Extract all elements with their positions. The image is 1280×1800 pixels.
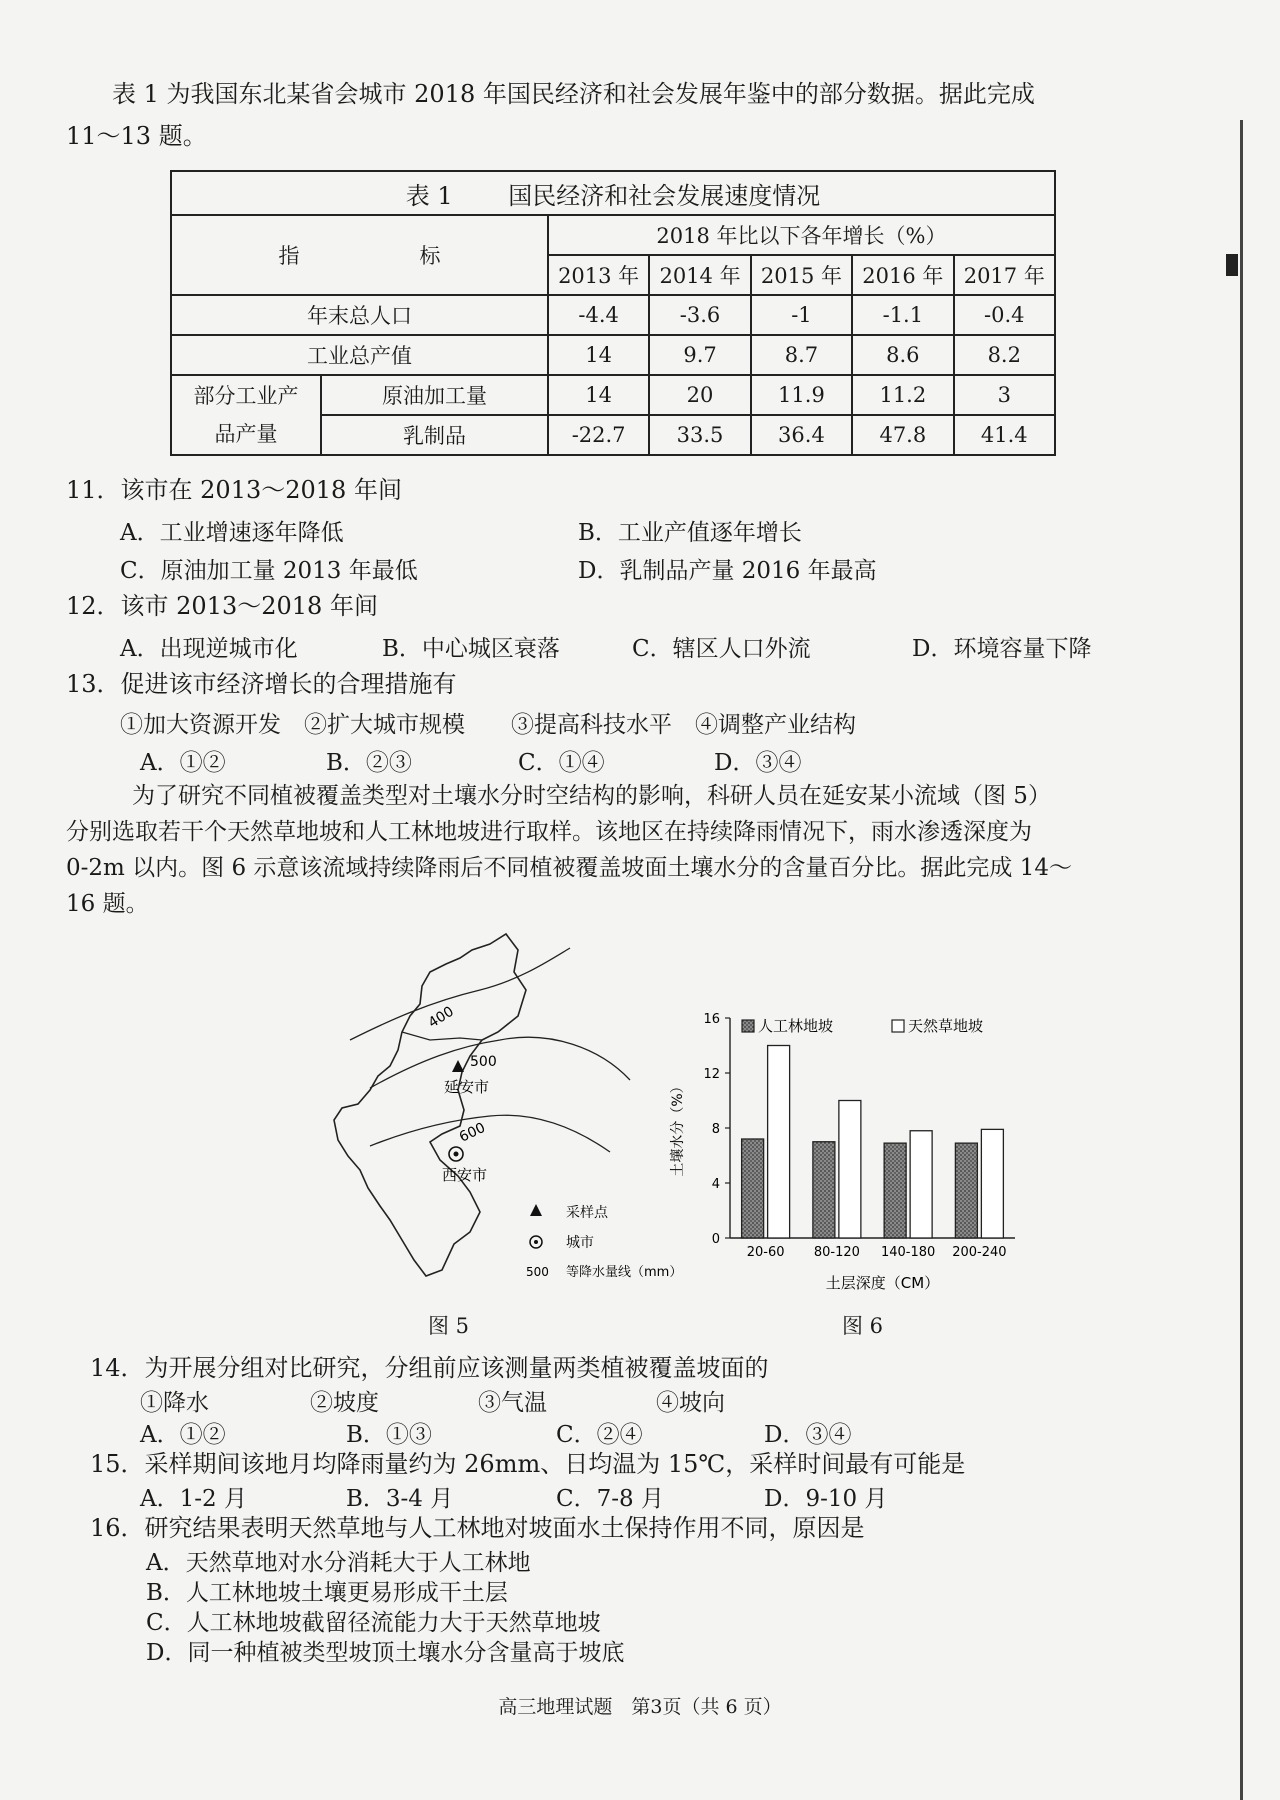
table-cell: -0.4: [954, 295, 1055, 335]
iso-label-600: 600: [456, 1119, 488, 1146]
year-header: 2016 年: [852, 255, 953, 295]
q14-option-d: D．③④: [764, 1422, 852, 1448]
sample-point-marker: [452, 1060, 464, 1072]
legend-iso-number: 500: [526, 1265, 549, 1279]
table-cell: -22.7: [548, 415, 649, 455]
q13-option-d: D．③④: [714, 750, 802, 776]
table-cell: 47.8: [852, 415, 953, 455]
table-cell: 36.4: [751, 415, 852, 455]
q15-option-d: D．9-10 月: [764, 1486, 888, 1512]
y-tick-label: 8: [711, 1122, 720, 1137]
q14-item-1: ①降水: [140, 1390, 209, 1416]
q13-option-b: B．②③: [326, 750, 412, 776]
x-tick-label: 200-240: [952, 1245, 1007, 1260]
table-cell: -1.1: [852, 295, 953, 335]
q13-option-c: C．①④: [518, 750, 605, 776]
table-header-indicator: [171, 215, 548, 295]
legend-label: 人工林地坡: [758, 1017, 834, 1035]
figure6-caption: 图 6: [842, 1314, 884, 1338]
isohyet-500: [370, 1037, 630, 1088]
q12-option-a: A．出现逆城市化: [120, 636, 298, 662]
table-cell: 14: [548, 375, 649, 415]
row-label: 原油加工量: [321, 375, 548, 415]
q13-items: ①加大资源开发 ②扩大城市规模 ③提高科技水平 ④调整产业结构: [120, 712, 856, 738]
bar-grassland: [839, 1101, 861, 1239]
table-title: 表 1 国民经济和社会发展速度情况: [171, 171, 1055, 215]
table-cell: -3.6: [649, 295, 750, 335]
bar-grassland: [768, 1046, 790, 1239]
q11-option-c: C．原油加工量 2013 年最低: [120, 558, 418, 584]
year-header: 2015 年: [751, 255, 852, 295]
row-label: 工业总产值: [171, 335, 548, 375]
table-1: [170, 170, 1056, 456]
table-row: [171, 335, 1055, 375]
q12-stem: 12．该市 2013～2018 年间: [66, 592, 378, 620]
table-cell: 14: [548, 335, 649, 375]
y-tick-label: 12: [703, 1067, 720, 1082]
q12-option-b: B．中心城区衰落: [382, 636, 560, 662]
table-row: [171, 295, 1055, 335]
header-indicator-a: 指: [278, 244, 300, 268]
year-header: 2013 年: [548, 255, 649, 295]
y-tick-label: 0: [711, 1232, 720, 1247]
city-marker-dot: [454, 1152, 459, 1157]
city-label-yanan: 延安市: [444, 1078, 490, 1096]
q14-stem: 14．为开展分组对比研究，分组前应该测量两类植被覆盖坡面的: [90, 1354, 769, 1382]
bar-plantation: [884, 1143, 906, 1238]
isohyet-600: [370, 1115, 610, 1152]
intro2-line3: 0-2m 以内。图 6 示意该流域持续降雨后不同植被覆盖坡面土壤水分的含量百分比。据此完成 14～: [66, 855, 1072, 881]
row-label: 乳制品: [321, 415, 548, 455]
legend-city-dot: [534, 1240, 538, 1244]
table-header-growth: 2018 年比以下各年增长（%）: [548, 215, 1055, 255]
legend-label: 天然草地坡: [908, 1017, 984, 1035]
q12-option-d: D．环境容量下降: [912, 636, 1092, 662]
table-cell: 41.4: [954, 415, 1055, 455]
x-tick-label: 140-180: [880, 1245, 936, 1260]
intro2-line1: 为了研究不同植被覆盖类型对土壤水分时空结构的影响，科研人员在延安某小流域（图 5）: [132, 783, 1051, 809]
q14-option-a: A．①②: [140, 1422, 226, 1448]
scan-edge-line: [1240, 120, 1243, 1800]
table-cell: 8.2: [954, 335, 1055, 375]
region-boundary: [402, 1032, 482, 1040]
intro1-line1: 表 1 为我国东北某省会城市 2018 年国民经济和社会发展年鉴中的部分数据。据此完成: [112, 80, 1035, 108]
iso-label-400: 400: [425, 1003, 457, 1032]
q15-option-b: B．3-4 月: [346, 1486, 454, 1512]
table-cell: -1: [751, 295, 852, 335]
legend-sample-icon: [530, 1204, 542, 1216]
table-cell: 8.7: [751, 335, 852, 375]
isohyet-400: [350, 948, 570, 1040]
x-axis-label: 土层深度（CM）: [825, 1274, 940, 1292]
q14-option-b: B．①③: [346, 1422, 432, 1448]
q14-item-3: ③气温: [478, 1390, 547, 1416]
q11-option-a: A．工业增速逐年降低: [120, 520, 344, 546]
q15-option-a: A．1-2 月: [140, 1486, 247, 1512]
q16-option-c: C．人工林地坡截留径流能力大于天然草地坡: [146, 1610, 601, 1636]
year-header: 2014 年: [649, 255, 750, 295]
q13-option-a: A．①②: [140, 750, 226, 776]
intro1-line2: 11～13 题。: [66, 122, 207, 150]
row-label: 年末总人口: [171, 295, 548, 335]
bar-grassland: [910, 1131, 932, 1238]
table-cell: 3: [954, 375, 1055, 415]
y-tick-label: 4: [711, 1177, 720, 1192]
y-tick-label: 16: [703, 1012, 720, 1027]
legend-city-label: 城市: [566, 1235, 594, 1251]
table-cell: 20: [649, 375, 750, 415]
table-cell: 9.7: [649, 335, 750, 375]
page-footer: 高三地理试题 第3页（共 6 页）: [498, 1696, 782, 1718]
x-tick-label: 20-60: [746, 1245, 785, 1260]
legend-iso-label: 等降水量线（mm）: [566, 1265, 683, 1280]
legend-swatch: [892, 1020, 904, 1032]
q15-stem: 15．采样期间该地月均降雨量约为 26mm、日均温为 15℃，采样时间最有可能是: [90, 1450, 966, 1478]
bar-plantation: [813, 1142, 835, 1238]
q16-option-b: B．人工林地坡土壤更易形成干土层: [146, 1580, 508, 1606]
y-axis-label: 土壤水分（%）: [670, 1079, 686, 1177]
bar-plantation: [955, 1143, 977, 1238]
q16-stem: 16．研究结果表明天然草地与人工林地对坡面水土保持作用不同，原因是: [90, 1514, 865, 1542]
q11-option-b: B．工业产值逐年增长: [578, 520, 802, 546]
q14-item-2: ②坡度: [310, 1390, 379, 1416]
intro2-line4: 16 题。: [66, 891, 149, 917]
q11-option-d: D．乳制品产量 2016 年最高: [578, 558, 877, 584]
figure5-caption: 图 5: [428, 1314, 470, 1338]
table-cell: 33.5: [649, 415, 750, 455]
table-cell: 8.6: [852, 335, 953, 375]
q16-option-a: A．天然草地对水分消耗大于人工林地: [146, 1550, 531, 1576]
legend-swatch: [742, 1020, 754, 1032]
table-row: [171, 375, 1055, 415]
q14-option-c: C．②④: [556, 1422, 643, 1448]
legend-sample-label: 采样点: [566, 1205, 608, 1221]
year-header: 2017 年: [954, 255, 1055, 295]
bar-plantation: [742, 1139, 764, 1238]
bar-grassland: [981, 1129, 1003, 1238]
q16-option-d: D．同一种植被类型坡顶土壤水分含量高于坡底: [146, 1640, 625, 1666]
intro2-line2: 分别选取若干个天然草地坡和人工林地坡进行取样。该地区在持续降雨情况下，雨水渗透深度为: [66, 819, 1032, 845]
table-cell: 11.9: [751, 375, 852, 415]
q14-item-4: ④坡向: [656, 1390, 725, 1416]
group-label: [171, 375, 321, 455]
q13-stem: 13．促进该市经济增长的合理措施有: [66, 670, 457, 698]
table-cell: 11.2: [852, 375, 953, 415]
city-label-xian: 西安市: [442, 1166, 488, 1184]
group-label-line1: 部分工业产: [193, 384, 299, 408]
group-label-line2: 品产量: [214, 422, 278, 446]
q15-option-c: C．7-8 月: [556, 1486, 664, 1512]
x-tick-label: 80-120: [813, 1245, 860, 1260]
iso-label-500: 500: [470, 1054, 497, 1070]
table-cell: -4.4: [548, 295, 649, 335]
q11-stem: 11．该市在 2013～2018 年间: [66, 476, 402, 504]
scan-edge-mark: [1226, 254, 1238, 276]
figure6-chart: [660, 1006, 1040, 1296]
q12-option-c: C．辖区人口外流: [632, 636, 811, 662]
header-indicator-b: 标: [419, 244, 441, 268]
